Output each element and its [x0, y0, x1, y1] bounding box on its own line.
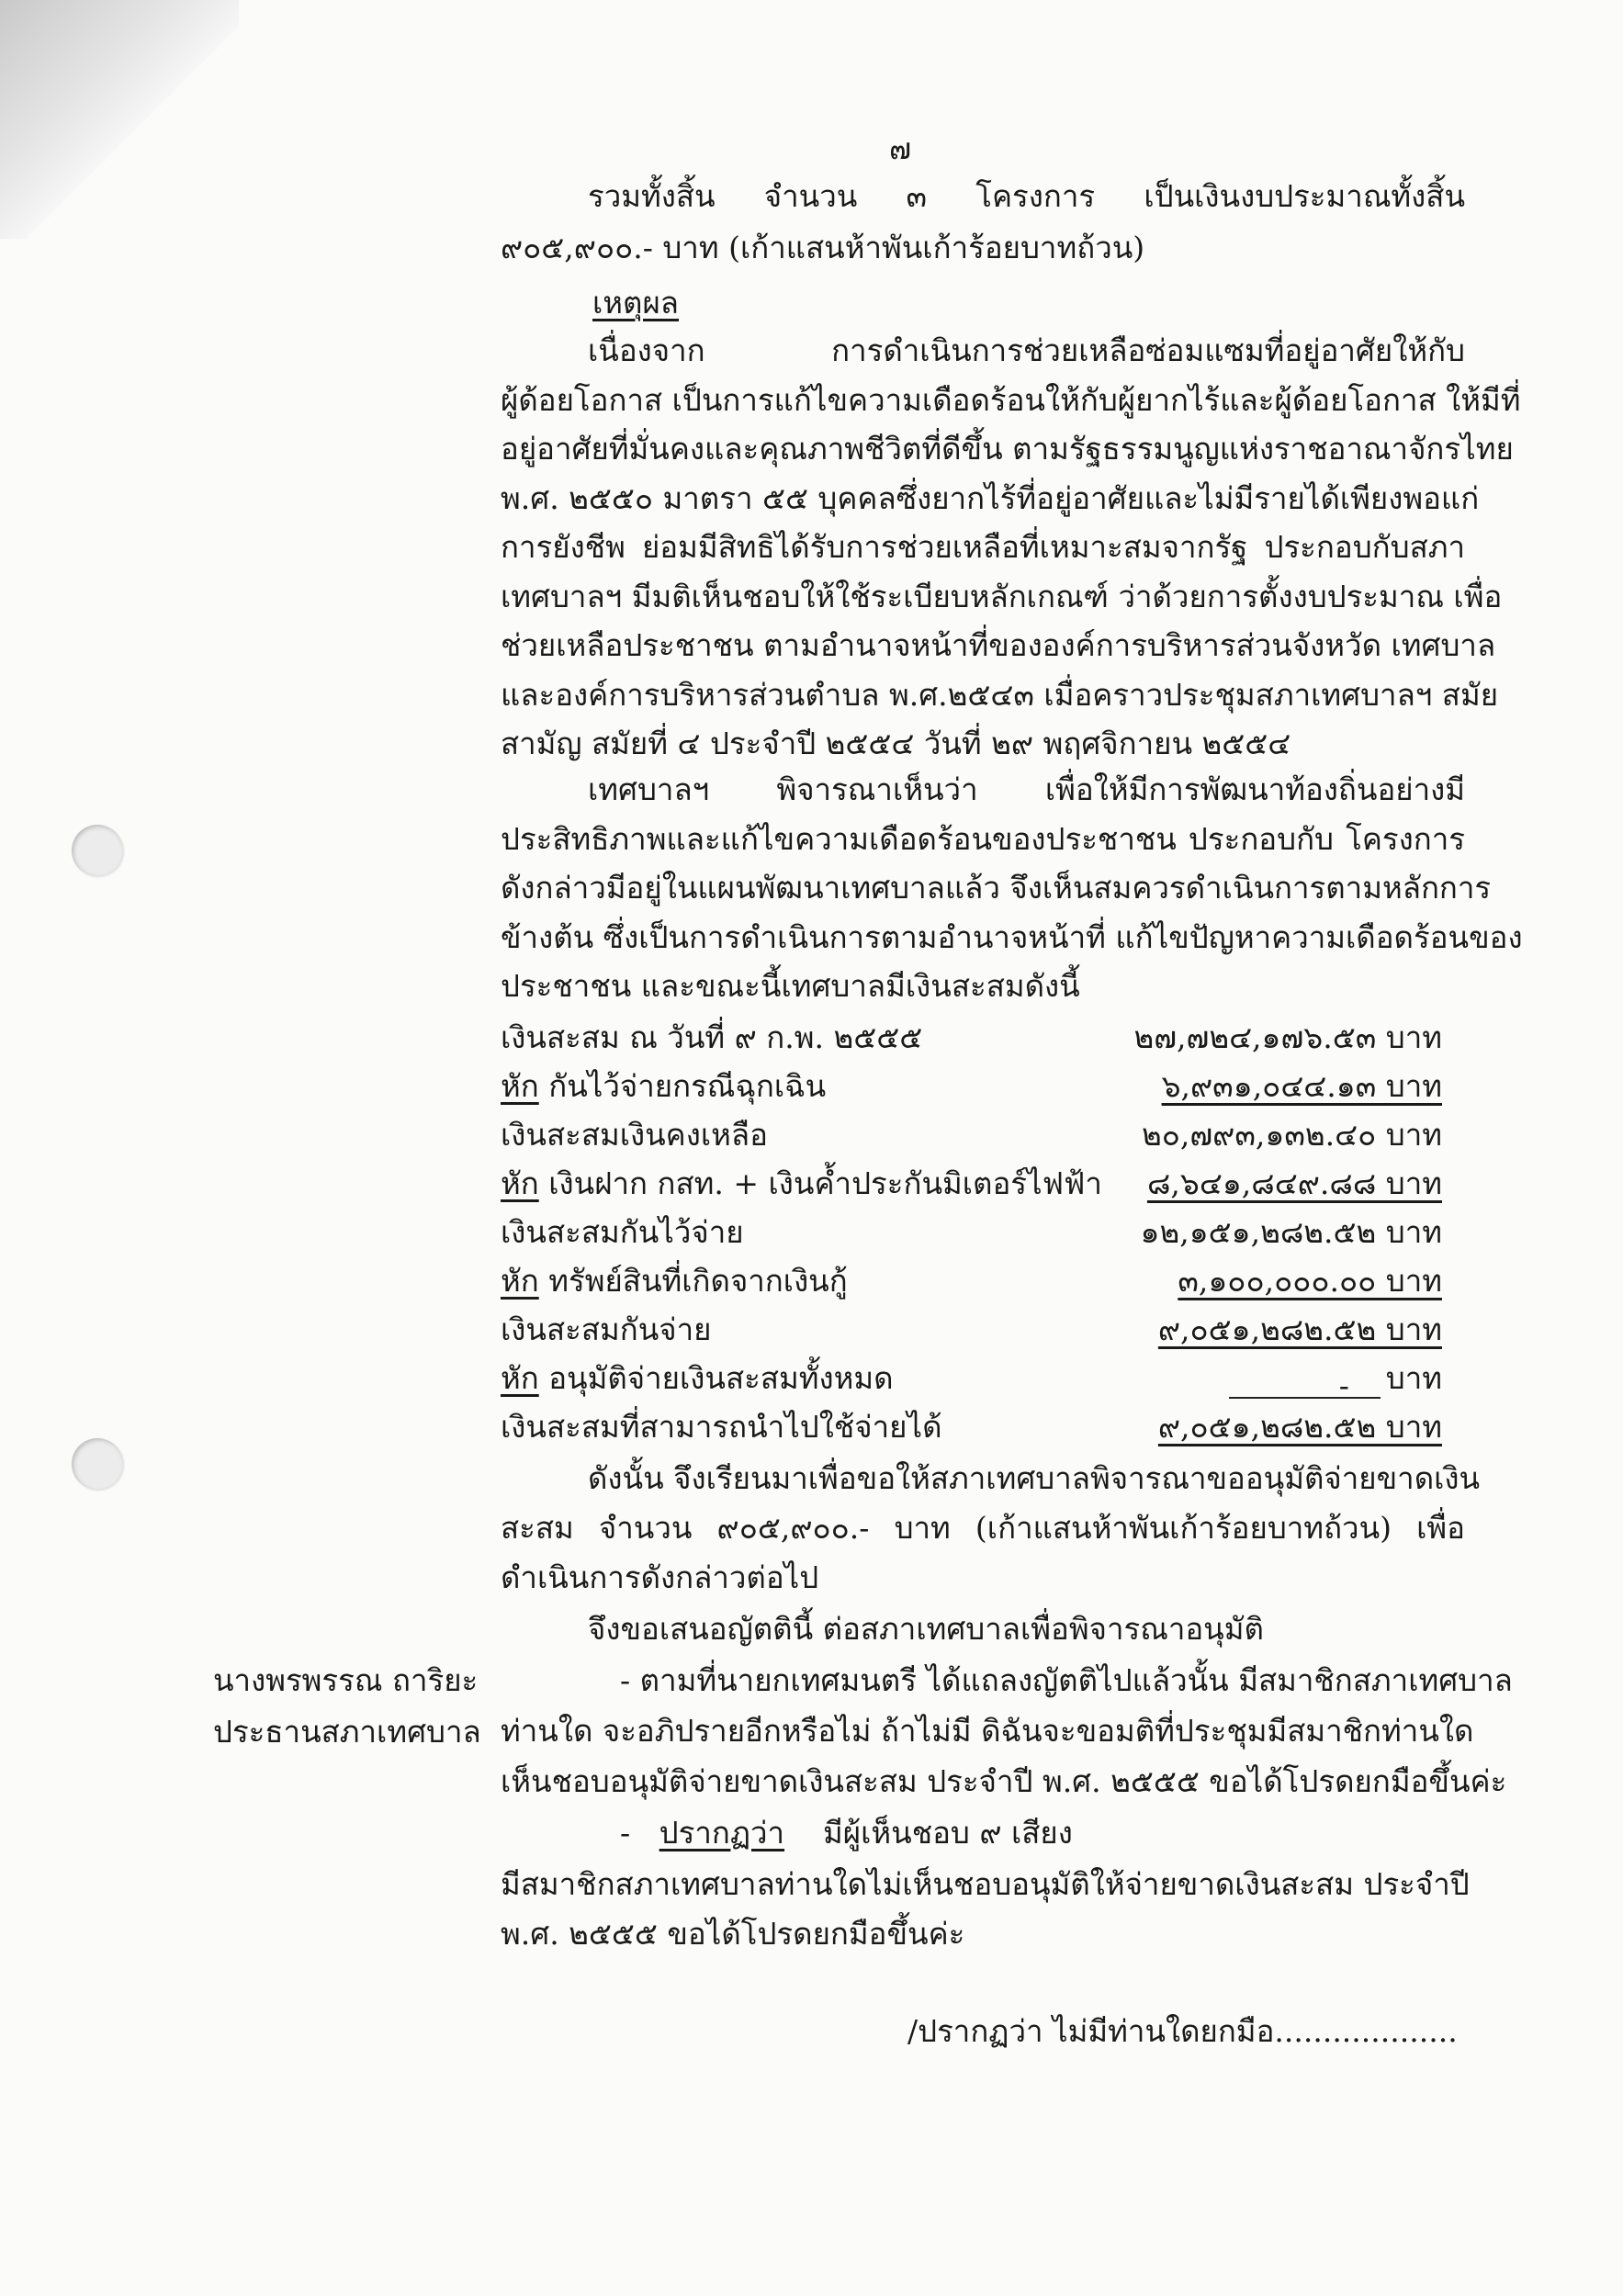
ledger-deduct-prefix: หัก — [501, 1068, 539, 1104]
ledger-amount-value: ๖,๙๓๑,๐๔๔.๑๓ บาท — [1161, 1068, 1442, 1104]
reason-line: เนื่องจาก การดำเนินการช่วยเหลือซ่อมแซมที่อยู่อาศัยให้กับ — [588, 332, 1465, 368]
total-line-1: รวมทั้งสิ้น จำนวน ๓ โครงการ เป็นเงินงบประมาณทั้งสิ้น — [588, 178, 1465, 214]
ledger-amount-value: ๘,๖๔๑,๘๔๙.๘๘ บาท — [1146, 1165, 1442, 1201]
vote-dash: - — [620, 1815, 631, 1851]
total-line-2: ๙๐๕,๙๐๐.- บาท (เก้าแสนห้าพันเก้าร้อยบาทถ้วน) — [501, 230, 1145, 265]
ledger-amount — [1130, 1212, 1442, 1253]
reason-line: พ.ศ. ๒๕๕๐ มาตรา ๕๕ บุคคลซึ่งยากไร้ที่อยู่อาศัยและไม่มีรายได้เพียงพอแก่ — [501, 479, 1480, 516]
conclusion-line: ดำเนินการดังกล่าวต่อไป — [501, 1559, 819, 1595]
ledger-amount-unit: บาท — [1385, 1360, 1442, 1396]
vote-line — [620, 1813, 1073, 1853]
speaker-title: ประธานสภาเทศบาล — [213, 1714, 481, 1750]
ledger-amount-value: ๓,๑๐๐,๐๐๐.๐๐ บาท — [1178, 1263, 1442, 1299]
consideration-line: ประชาชน และขณะนี้เทศบาลมีเงินสะสมดังนี้ — [501, 968, 1080, 1004]
ledger-label-text: เงินสะสม ณ วันที่ ๙ ก.พ. ๒๕๕๕ — [501, 1019, 923, 1055]
ledger-amount-value: ๙,๐๕๑,๒๘๒.๕๒ บาท — [1157, 1311, 1442, 1347]
ledger-amount-value: ๒๐,๗๙๓,๑๓๒.๔๐ บาท — [1141, 1117, 1442, 1153]
ledger-amount — [1130, 1018, 1442, 1058]
ledger-label-text: เงินสะสมกันจ่าย — [501, 1311, 712, 1347]
reason-line: ช่วยเหลือประชาชน ตามอำนาจหน้าที่ขององค์การบริหารส่วนจังหวัด เทศบาล — [501, 627, 1496, 663]
conclusion-line: สะสม จำนวน ๙๐๕,๙๐๐.- บาท (เก้าแสนห้าพันเก้าร้อยบาทถ้วน) เพื่อ — [501, 1510, 1465, 1546]
ledger-amount-value: - — [1338, 1367, 1349, 1403]
ledger-deduct-prefix: หัก — [501, 1360, 539, 1396]
ledger-label — [501, 1261, 848, 1301]
reason-line: อยู่อาศัยที่มั่นคงและคุณภาพชีวิตที่ดีขึ้น ตามรัฐธรรมนูญแห่งราชอาณาจักรไทย — [501, 431, 1514, 467]
ledger-amount — [1130, 1358, 1442, 1403]
ledger-deduct-prefix: หัก — [501, 1263, 539, 1299]
ledger-label-text: ทรัพย์สินที่เกิดจากเงินกู้ — [548, 1263, 848, 1299]
vote-result: มีผู้เห็นชอบ ๙ เสียง — [823, 1815, 1073, 1851]
ledger-label — [501, 1310, 711, 1350]
ledger-label — [501, 1164, 1102, 1204]
ledger-label — [501, 1407, 942, 1447]
ledger-label-text: เงินสะสมกันไว้จ่าย — [501, 1214, 744, 1250]
punch-hole-lower — [72, 1438, 123, 1490]
vote-appear-label: ปรากฏว่า — [659, 1815, 785, 1851]
reason-line: การยังชีพ ย่อมมีสิทธิได้รับการช่วยเหลือที่เหมาะสมจากรัฐ ประกอบกับสภา — [501, 529, 1465, 565]
ledger-amount-value: ๒๗,๗๒๔,๑๗๖.๕๓ บาท — [1133, 1019, 1442, 1055]
speaker-statement-line: เห็นชอบอนุมัติจ่ายขาดเงินสะสม ประจำปี พ.ศ. ๒๕๕๕ ขอได้โปรดยกมือขึ้นค่ะ — [501, 1763, 1507, 1799]
ledger-amount — [1130, 1066, 1442, 1107]
ledger-amount — [1130, 1164, 1442, 1204]
conclusion-line: ดังนั้น จึงเรียนมาเพื่อขอให้สภาเทศบาลพิจารณาขออนุมัติจ่ายขาดเงิน — [588, 1460, 1481, 1496]
ledger-label-text: อนุมัติจ่ายเงินสะสมทั้งหมด — [548, 1360, 894, 1396]
ledger-amount — [1130, 1261, 1442, 1301]
ledger-label — [501, 1212, 744, 1253]
ledger-label — [501, 1018, 922, 1058]
reason-line: และองค์การบริหารส่วนตำบล พ.ศ.๒๕๔๓ เมื่อคราวประชุมสภาเทศบาลฯ สมัย — [501, 676, 1499, 713]
ledger-amount-value: ๙,๐๕๑,๒๘๒.๕๒ บาท — [1157, 1409, 1442, 1445]
propose-line: จึงขอเสนอญัตตินี้ ต่อสภาเทศบาลเพื่อพิจารณาอนุมัติ — [588, 1611, 1264, 1647]
reason-line: ผู้ด้อยโอกาส เป็นการแก้ไขความเดือดร้อนให้กับผู้ยากไร้และผู้ด้อยโอกาส ให้มีที่ — [501, 381, 1521, 418]
page-fold-shadow — [0, 0, 239, 239]
consideration-line: ข้างต้น ซึ่งเป็นการดำเนินการตามอำนาจหน้าที่ แก้ไขปัญหาความเดือดร้อนของ — [501, 918, 1523, 955]
ledger-label-text: เงินสะสมเงินคงเหลือ — [501, 1117, 768, 1153]
speaker-statement-line: ท่านใด จะอภิปรายอีกหรือไม่ ถ้าไม่มี ดิฉันจะขอมติที่ประชุมมีสมาชิกท่านใด — [501, 1713, 1474, 1749]
reason-heading: เหตุผล — [592, 285, 680, 321]
ledger-deduct-prefix: หัก — [501, 1165, 539, 1201]
consideration-line: ดังกล่าวมีอยู่ในแผนพัฒนาเทศบาลแล้ว จึงเห็นสมควรดำเนินการตามหลักการ — [501, 870, 1492, 906]
ledger-label — [501, 1066, 826, 1107]
consideration-line: เทศบาลฯ พิจารณาเห็นว่า เพื่อให้มีการพัฒนาท้องถิ่นอย่างมี — [588, 771, 1465, 807]
against-line: มีสมาชิกสภาเทศบาลท่านใดไม่เห็นชอบอนุมัติให้จ่ายขาดเงินสะสม ประจำปี — [501, 1866, 1470, 1902]
speaker-name: นางพรพรรณ ถาริยะ — [213, 1662, 479, 1698]
footer-note: /ปรากฏว่า ไม่มีท่านใดยกมือ................... — [907, 2013, 1458, 2049]
ledger-label-text: เงินสะสมที่สามารถนำไปใช้จ่ายได้ — [501, 1409, 942, 1445]
ledger-label-text: กันไว้จ่ายกรณีฉุกเฉิน — [548, 1068, 827, 1104]
page-number: ๗ — [889, 131, 912, 166]
reason-line: เทศบาลฯ มีมติเห็นชอบให้ใช้ระเบียบหลักเกณฑ์ ว่าด้วยการตั้งงบประมาณ เพื่อ — [501, 578, 1503, 614]
ledger-amount — [1130, 1407, 1442, 1447]
ledger-label-text: เงินฝาก กสท. + เงินค้ำประกันมิเตอร์ไฟฟ้า — [548, 1165, 1102, 1201]
ledger-amount — [1130, 1310, 1442, 1350]
reason-line: สามัญ สมัยที่ ๔ ประจำปี ๒๕๕๔ วันที่ ๒๙ พฤศจิกายน ๒๕๕๔ — [501, 726, 1291, 761]
speaker-statement-line: - ตามที่นายกเทศมนตรี ได้แถลงญัตติไปแล้วนั้น มีสมาชิกสภาเทศบาล — [620, 1662, 1513, 1698]
ledger-label — [501, 1115, 768, 1155]
consideration-line: ประสิทธิภาพและแก้ไขความเดือดร้อนของประชาชน ประกอบกับ โครงการ — [501, 820, 1465, 857]
ledger-amount — [1130, 1115, 1442, 1155]
ledger-label — [501, 1358, 894, 1399]
punch-hole-upper — [72, 825, 123, 876]
ledger-amount-value: ๑๒,๑๕๑,๒๘๒.๕๒ บาท — [1140, 1214, 1442, 1250]
against-line: พ.ศ. ๒๕๕๕ ขอได้โปรดยกมือขึ้นค่ะ — [501, 1916, 965, 1952]
